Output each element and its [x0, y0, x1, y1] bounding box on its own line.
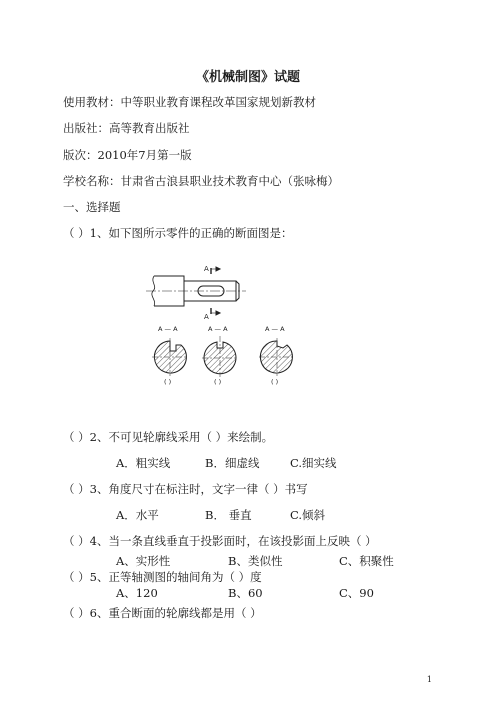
answer-mark-3: ( ) [271, 378, 279, 386]
meta-publisher: 出版社：高等教育出版社 [63, 121, 190, 135]
page-number: 1 [426, 675, 432, 684]
view-label-1: A — A [158, 325, 178, 333]
question-4: （ ）4、当一条直线垂直于投影面时，在该投影面上反映（ ） [63, 534, 377, 548]
page-title: 《机械制图》试题 [195, 70, 300, 85]
q5-option-a: A、120 [116, 586, 158, 600]
view-label-3: A — A [265, 325, 285, 333]
question-6: （ ）6、重合断面的轮廓线都是用（ ） [63, 606, 262, 620]
q3-option-b: B． 垂直 [205, 508, 252, 522]
q5-option-b: B、60 [228, 586, 263, 600]
question-1: （ ）1、如下图所示零件的正确的断面图是： [63, 226, 293, 240]
answer-mark-2: ( ) [214, 378, 222, 386]
view-label-2: A — A [208, 325, 228, 333]
q2-option-a: A．粗实线 [116, 456, 171, 470]
shaft-main-view [146, 267, 246, 315]
section-view-1 [152, 338, 188, 376]
q3-option-a: A．水平 [116, 508, 159, 522]
question-5: （ ）5、正等轴测图的轴间角为（ ）度 [63, 570, 262, 584]
shaft-section-figure [140, 262, 310, 392]
q2-option-b: B．细虚线 [205, 456, 260, 470]
section-heading: 一、选择题 [63, 200, 121, 214]
meta-school: 学校名称：甘肃省古浪县职业技术教育中心（张咏梅） [63, 174, 339, 188]
meta-textbook: 使用教材：中等职业教育课程改革国家规划新教材 [63, 95, 316, 109]
q4-option-b: B、类似性 [228, 554, 283, 568]
q3-option-c: C.倾斜 [290, 508, 326, 522]
section-mark-top: A [204, 265, 209, 273]
section-view-3 [259, 338, 295, 376]
section-view-2 [202, 336, 238, 377]
answer-mark-1: ( ) [164, 378, 172, 386]
meta-edition: 版次：2010年7月第一版 [63, 148, 192, 162]
question-2: （ ）2、不可见轮廓线采用（ ）来绘制。 [63, 430, 274, 444]
q2-option-c: C.细实线 [290, 456, 337, 470]
q4-option-c: C、积聚性 [339, 554, 394, 568]
section-mark-bottom: A [204, 313, 209, 321]
q4-option-a: A、实形性 [116, 554, 171, 568]
q5-option-c: C、90 [339, 586, 374, 600]
question-3: （ ）3、角度尺寸在标注时，文字一律（ ）书写 [63, 482, 308, 496]
